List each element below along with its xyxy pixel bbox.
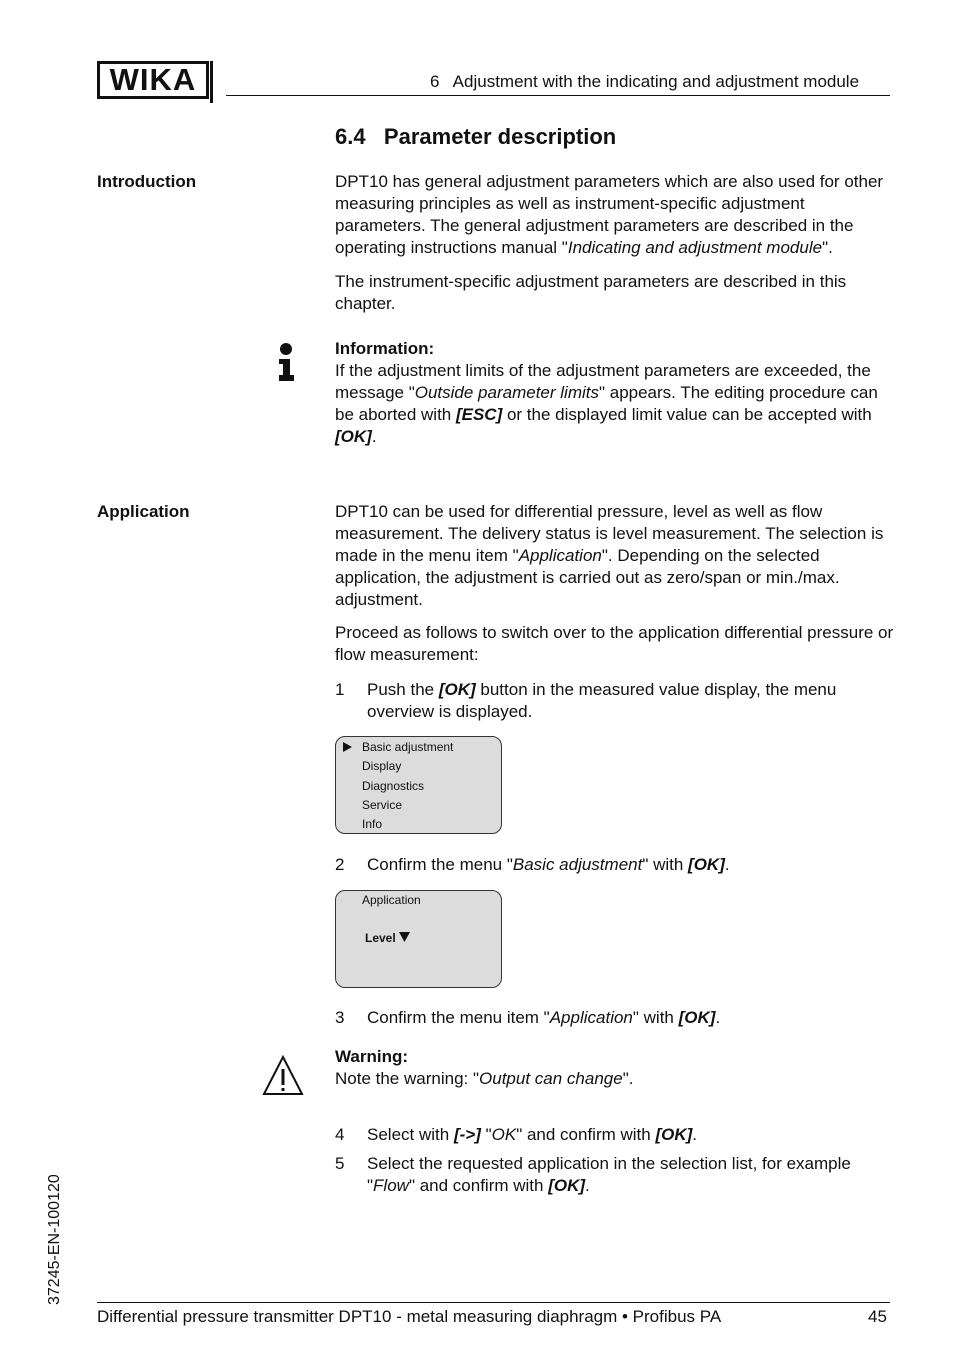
footer-rule: [97, 1302, 890, 1303]
introduction-paragraph-1: DPT10 has general adjustment parameters which are also used for other measuring principles as well as instrument-specific adjustment parameters. The general adjustment parameters are described in the operating instructions manual "Indicating and adjustment module".: [335, 172, 884, 257]
warning-title: Warning:: [335, 1047, 409, 1066]
warning-block: Warning: Note the warning: "Output can change".: [335, 1047, 634, 1088]
step-1-number: 1: [335, 680, 345, 699]
header-rule: [226, 95, 890, 96]
chapter-header: 6 Adjustment with the indicating and adjustment module: [430, 72, 860, 91]
application-paragraph-2: Proceed as follows to switch over to the application differential pressure or flow measurement:: [335, 623, 894, 664]
application-display-value: Level: [365, 931, 410, 945]
step-4-number: 4: [335, 1125, 345, 1144]
section-title: 6.4 Parameter description: [335, 124, 617, 149]
wika-logo: WIKA: [97, 61, 209, 99]
selection-arrow-icon: [343, 742, 352, 752]
menu-item-service: Service: [362, 798, 403, 812]
menu-item-diagnostics: Diagnostics: [362, 779, 425, 793]
application-display: [335, 890, 502, 988]
step-3-number: 3: [335, 1008, 345, 1027]
menu-display: [335, 736, 502, 834]
step-1-text: Push the [OK] button in the measured value display, the menu overview is displayed.: [367, 680, 837, 721]
step-5-text: Select the requested application in the selection list, for example "Flow" and confirm with [OK].: [367, 1154, 851, 1195]
menu-item-display: Display: [362, 759, 402, 773]
step-4-text: Select with [->] "OK" and confirm with [OK].: [367, 1125, 698, 1144]
step-2-number: 2: [335, 855, 345, 874]
introduction-label: Introduction: [97, 172, 197, 191]
dropdown-arrow-icon: [399, 932, 410, 942]
step-3-text: Confirm the menu item "Application" with [OK].: [367, 1008, 721, 1027]
page-number: 45: [868, 1307, 887, 1326]
information-icon: [276, 342, 298, 382]
introduction-paragraph-2: The instrument-specific adjustment parameters are described in this chapter.: [335, 272, 847, 313]
menu-item-info: Info: [362, 817, 383, 831]
step-5-number: 5: [335, 1154, 345, 1173]
footer-title: Differential pressure transmitter DPT10 - metal measuring diaphragm • Profibus PA: [97, 1307, 722, 1326]
menu-item-basic-adjustment: Basic adjustment: [362, 740, 454, 754]
application-label: Application: [97, 502, 190, 521]
step-2-text: Confirm the menu "Basic adjustment" with [OK].: [367, 855, 730, 874]
information-title: Information:: [335, 339, 435, 358]
information-block: Information: If the adjustment limits of the adjustment parameters are exceeded, the message "Outside parameter limits" appears. The editing procedure can be aborted with [ESC] or the displayed limit value can be accepted with [OK].: [335, 339, 878, 446]
application-paragraph-1: DPT10 can be used for differential pressure, level as well as flow measurement. The delivery status is level measurement. The selection is made in the menu item "Application". Depending on the selected application, the adjustment is carried out as zero/span or min./max. adjustment.: [335, 502, 884, 609]
logo-bar: [210, 61, 213, 103]
application-display-title: Application: [362, 893, 421, 907]
warning-icon: [262, 1055, 304, 1097]
document-number: 37245-EN-100120: [46, 1174, 63, 1305]
